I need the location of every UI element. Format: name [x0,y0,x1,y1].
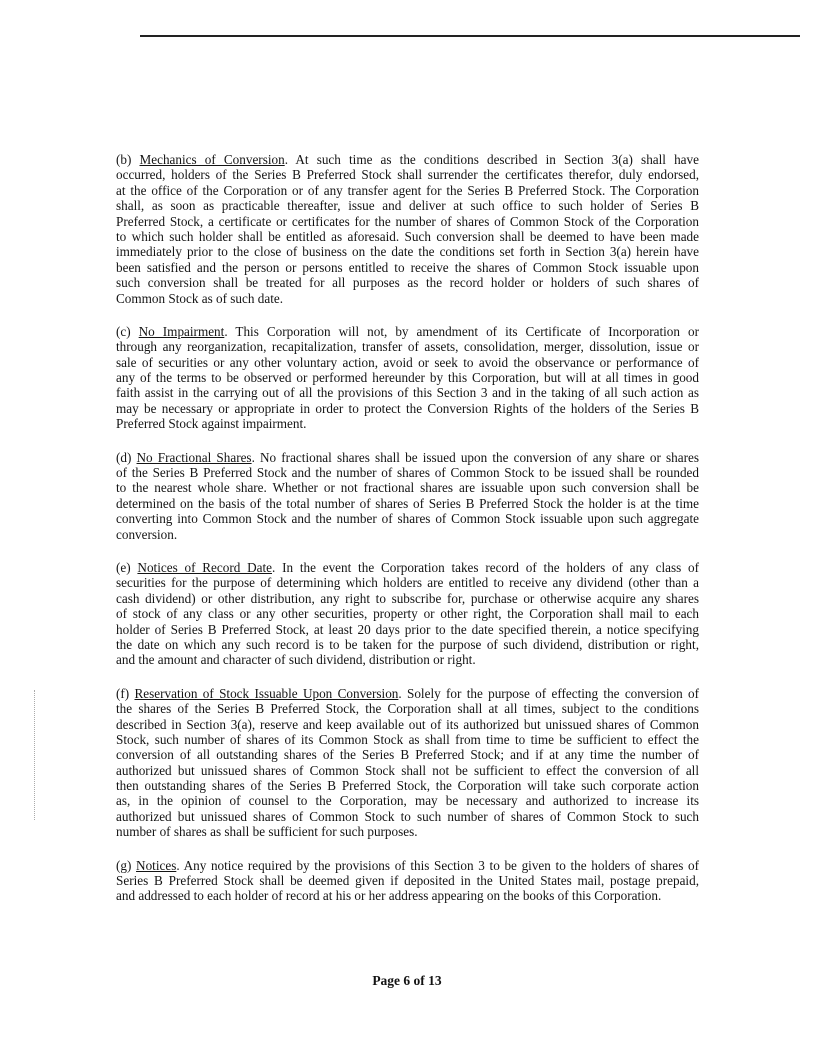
paragraph-line: Preferred Stock against impairment. [116,416,307,432]
section-paragraph [116,450,699,542]
document-body [116,152,699,922]
paragraph-first-line [116,858,699,873]
section-label: (f) [116,685,135,701]
section-label: (c) [116,323,139,339]
section-label: (b) [116,152,140,167]
paragraph-line: Series B Preferred Stock shall be deemed given if deposited in the United States mail, postage prepaid, [116,873,699,889]
paragraph-line: Stock, such number of shares of its Common Stock as shall from time to time be sufficient to effect the [116,731,699,747]
section-heading: No Fractional Shares [136,449,252,465]
paragraph-first-line [116,686,699,701]
paragraph-line: and the amount and character of such dividend, distribution or right. [116,652,476,668]
paragraph-line: number of shares as shall be sufficient for such purposes. [116,824,418,840]
paragraph-first-line [116,560,699,575]
section-heading: Notices [136,857,177,873]
paragraph-line: of the Series B Preferred Stock and the number of shares of Common Stock to be issued shall be rounded [116,465,699,481]
paragraph-line: faith assist in the carrying out of all the provisions of this Section 3 and in the taking of all such action as [116,385,699,401]
paragraph-line: through any reorganization, recapitalization, transfer of assets, consolidation, merger, dissolution, issue or [116,339,699,355]
section-paragraph [116,686,699,840]
section-heading: Notices of Record Date [137,559,272,575]
section-paragraph [116,858,699,904]
section-paragraph [116,560,699,668]
paragraph-line: holder of Series B Preferred Stock, at least 20 days prior to the date specified therein, a notice specifying [116,621,699,637]
paragraph-line: and addressed to each holder of record at his or her address appearing on the books of this Corporation. [116,888,662,904]
section-heading: Reservation of Stock Issuable Upon Conversion [134,685,399,701]
scan-margin-mark [34,690,36,820]
paragraph-line: the shares of the Series B Preferred Stock, the Corporation shall at all times, subject to the conditions [116,701,699,717]
paragraph-line: any of the terms to be observed or performed hereunder by this Corporation, but will at all times in good [116,370,699,386]
paragraph-line: may be necessary or appropriate in order to protect the Conversion Rights of the holders of the Series B [116,400,699,416]
paragraph-line: at the office of the Corporation or of any transfer agent for the Series B Preferred Stock. The Corporation [116,182,699,198]
paragraph-line: converting into Common Stock and the number of shares of Common Stock issuable upon such aggregate [116,511,699,527]
paragraph-line: such conversion shall be treated for all purposes as the record holder or holders of such shares of [116,275,699,291]
line-text: . No fractional shares shall be issued upon the conversion of any share or shares [251,449,699,465]
line-text: . At such time as the conditions described in Section 3(a) shall have [284,152,699,167]
paragraph-line: determined on the basis of the total number of shares of Series B Preferred Stock the holder is at the time [116,495,699,511]
paragraph-line: described in Section 3(a), reserve and keep available out of its authorized but unissued shares of Common [116,716,699,732]
section-heading: No Impairment [138,323,225,339]
section-heading: Mechanics of Conversion [139,152,285,167]
paragraph-line: Common Stock as of such date. [116,290,284,306]
section-label: (g) [116,857,137,873]
paragraph-line: shall, as soon as practicable thereafter, issue and deliver at such office to such holder of Series B [116,198,699,214]
paragraph-first-line [116,450,699,465]
header-rule [140,35,800,37]
paragraph-line: to which such holder shall be entitled as aforesaid. Such conversion shall be deemed to have been made [116,228,699,244]
page-number: Page 6 of 13 [372,973,442,988]
paragraph-line: securities for the purpose of determining which holders are entitled to receive any dividend (other than a [116,575,699,591]
paragraph-line: to the nearest whole share. Whether or not fractional shares are issuable upon such conversion shall be [116,480,699,496]
paragraph-line: occurred, holders of the Series B Preferred Stock shall surrender the certificates therefor, duly endorsed, [116,167,699,183]
line-text: . This Corporation will not, by amendment of its Certificate of Incorporation or [224,323,699,339]
section-label: (d) [116,449,137,465]
paragraph-line: conversion of all outstanding shares of the Series B Preferred Stock; and if at any time the number of [116,747,699,763]
paragraph-first-line [116,324,699,339]
paragraph-line: authorized but unissued shares of Common Stock to such number of shares of Common Stock to such [116,808,699,824]
paragraph-line: Preferred Stock, a certificate or certificates for the number of shares of Common Stock of the Corporation [116,213,699,229]
paragraph-line: then outstanding shares of the Series B Preferred Stock, the Corporation will take such corporate action [116,778,699,794]
paragraph-line: been satisfied and the person or persons entitled to receive the shares of Common Stock issuable upon [116,259,699,275]
paragraph-first-line [116,152,699,167]
paragraph-line: authorized but unissued shares of Common Stock shall not be sufficient to effect the conversion of all [116,762,699,778]
line-text: . In the event the Corporation takes record of the holders of any class of [272,559,699,575]
line-text: . Any notice required by the provisions of this Section 3 to be given to the holders of shares of [176,857,699,873]
paragraph-line: sale of securities or any other voluntary action, avoid or seek to avoid the observance or performance of [116,354,699,370]
paragraph-line: of stock of any class or any other securities, property or other right, the Corporation shall mail to each [116,606,699,622]
paragraph-line: conversion. [116,526,178,542]
paragraph-line: cash dividend) or other distribution, any right to subscribe for, purchase or otherwise acquire any shares [116,590,699,606]
paragraph-line: immediately prior to the close of business on the date the conditions set forth in Section 3(a) herein have [116,244,699,260]
section-paragraph [116,152,699,306]
paragraph-line: the date on which any such record is to be taken for the purpose of such dividend, distribution or right, [116,636,699,652]
line-text: . Solely for the purpose of effecting the conversion of [398,685,699,701]
section-label: (e) [116,559,138,575]
paragraph-line: as, in the opinion of counsel to the Corporation, may be necessary and authorized to increase its [116,793,699,809]
section-paragraph [116,324,699,432]
